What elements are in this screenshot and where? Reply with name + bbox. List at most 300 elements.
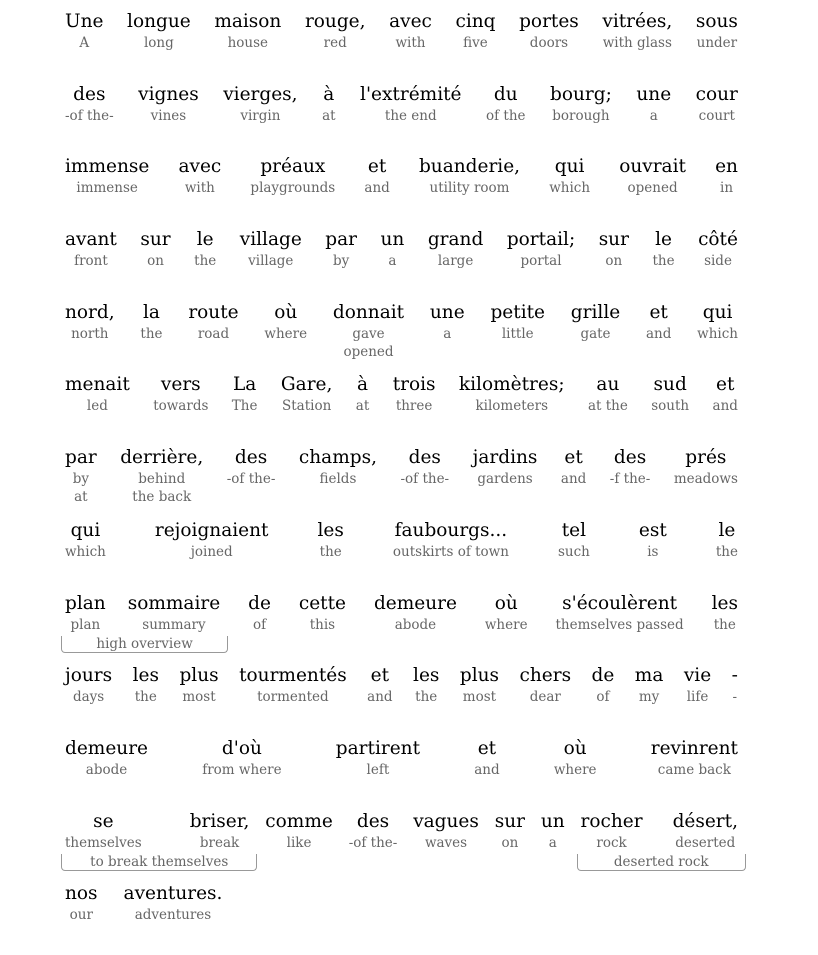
text-line bbox=[65, 519, 738, 592]
phrase-group bbox=[65, 810, 249, 871]
glossed-word bbox=[636, 83, 671, 125]
french-word: des bbox=[73, 83, 106, 105]
english-gloss: large bbox=[437, 253, 474, 270]
english-gloss: on bbox=[605, 253, 623, 270]
glossed-word bbox=[599, 228, 629, 270]
french-word: nord, bbox=[65, 301, 115, 323]
french-word: et bbox=[370, 665, 390, 687]
glossed-word bbox=[127, 10, 191, 52]
english-gloss: adventures bbox=[134, 907, 212, 924]
glossed-word bbox=[696, 10, 738, 52]
english-gloss: such bbox=[557, 543, 590, 560]
glossed-word bbox=[715, 155, 738, 197]
english-gloss: by bbox=[333, 253, 350, 270]
french-word: village bbox=[239, 229, 302, 251]
glossed-word bbox=[712, 592, 738, 634]
french-word: longue bbox=[127, 11, 191, 32]
glossed-word bbox=[239, 664, 347, 706]
glossed-word bbox=[65, 519, 106, 561]
french-word: plan bbox=[65, 592, 106, 614]
glossed-word bbox=[400, 446, 449, 488]
english-gloss: Station bbox=[282, 398, 332, 415]
glossed-word bbox=[299, 446, 377, 488]
french-word: cinq bbox=[455, 11, 496, 32]
english-gloss: towards bbox=[153, 398, 209, 415]
text-line bbox=[65, 446, 738, 519]
french-word: revinrent bbox=[650, 737, 738, 759]
text-line bbox=[65, 83, 738, 156]
french-word: buanderie, bbox=[418, 156, 521, 178]
english-gloss: most bbox=[462, 689, 497, 706]
french-word: grand bbox=[427, 229, 484, 251]
glossed-word bbox=[430, 301, 465, 343]
french-word: et bbox=[716, 374, 735, 396]
glossed-word bbox=[190, 810, 250, 852]
english-gloss: themselves bbox=[65, 834, 142, 851]
glossed-word bbox=[474, 737, 499, 779]
english-gloss: plan bbox=[70, 616, 101, 633]
french-word: s'écoulèrent bbox=[562, 592, 678, 614]
french-word: sur bbox=[598, 229, 629, 251]
french-word: petite bbox=[490, 301, 545, 323]
glossed-word bbox=[428, 228, 483, 270]
text-line bbox=[65, 301, 738, 374]
english-gloss: where bbox=[484, 616, 528, 633]
english-gloss: came back bbox=[657, 761, 731, 778]
french-word: des bbox=[613, 447, 647, 469]
secondary-gloss: opened bbox=[343, 343, 394, 360]
glossed-word bbox=[381, 228, 405, 270]
english-gloss: virgin bbox=[240, 107, 281, 124]
glossed-word bbox=[460, 664, 499, 706]
french-word: et bbox=[367, 156, 387, 178]
french-word: demeure bbox=[373, 592, 457, 614]
english-gloss: The bbox=[231, 398, 258, 415]
glossed-word bbox=[188, 301, 238, 343]
french-word: jardins bbox=[472, 447, 538, 469]
glossed-word bbox=[179, 664, 218, 706]
glossed-word bbox=[610, 446, 651, 488]
text-line bbox=[65, 155, 738, 228]
french-word: donnait bbox=[332, 301, 405, 323]
french-word: demeure bbox=[65, 737, 148, 759]
glossed-word bbox=[374, 592, 457, 634]
french-word: portail; bbox=[506, 229, 576, 251]
french-word: rejoignaient bbox=[154, 519, 269, 541]
english-gloss: the bbox=[194, 253, 217, 270]
french-word: le bbox=[718, 519, 736, 541]
glossed-word bbox=[639, 519, 667, 561]
english-gloss: the bbox=[652, 253, 675, 270]
glossed-word bbox=[646, 301, 671, 343]
english-gloss: with bbox=[395, 35, 426, 51]
french-word: les bbox=[711, 592, 738, 614]
glossed-word bbox=[194, 228, 216, 270]
english-gloss: doors bbox=[529, 35, 569, 51]
english-gloss: at bbox=[355, 398, 370, 415]
french-word: champs, bbox=[298, 447, 377, 469]
glossed-word bbox=[153, 373, 208, 415]
glossed-word bbox=[413, 664, 439, 706]
french-word: est bbox=[638, 519, 667, 541]
english-gloss: utility room bbox=[429, 180, 510, 197]
english-gloss: and bbox=[560, 471, 587, 488]
english-gloss: road bbox=[197, 325, 230, 342]
glossed-word bbox=[561, 446, 586, 488]
glossed-word bbox=[305, 10, 366, 52]
french-word: qui bbox=[702, 301, 733, 323]
glossed-word bbox=[393, 373, 436, 415]
glossed-word bbox=[322, 83, 335, 125]
french-word: faubourgs... bbox=[394, 519, 508, 541]
english-gloss: on bbox=[147, 253, 164, 270]
glossed-word bbox=[393, 519, 509, 561]
english-gloss: where bbox=[264, 325, 308, 342]
french-word: des bbox=[234, 447, 268, 469]
secondary-gloss: at bbox=[74, 489, 88, 506]
english-gloss: joined bbox=[190, 543, 233, 560]
text-line bbox=[65, 810, 738, 883]
english-gloss: gate bbox=[580, 325, 611, 342]
glossed-word bbox=[124, 882, 223, 924]
glossed-word bbox=[232, 373, 258, 415]
french-word: nos bbox=[65, 883, 98, 905]
english-gloss: my bbox=[638, 689, 660, 706]
english-gloss: a bbox=[649, 107, 658, 124]
glossed-word bbox=[360, 83, 461, 125]
phrase-gloss-bracket: to break themselves bbox=[61, 854, 257, 871]
french-word: le bbox=[196, 229, 214, 251]
english-gloss: and bbox=[364, 180, 390, 197]
french-word: grille bbox=[570, 301, 621, 323]
english-gloss: with bbox=[184, 180, 215, 197]
english-gloss: -of the- bbox=[348, 834, 398, 851]
glossed-word bbox=[698, 228, 738, 270]
glossed-word bbox=[592, 664, 615, 706]
english-gloss: our bbox=[69, 907, 93, 924]
english-gloss: and bbox=[367, 689, 393, 706]
phrase-gloss-bracket: high overview bbox=[61, 636, 228, 653]
glossed-word bbox=[619, 155, 686, 197]
english-gloss: by bbox=[72, 471, 89, 488]
english-gloss: A bbox=[79, 35, 90, 51]
english-gloss: from where bbox=[202, 761, 282, 778]
glossed-word bbox=[635, 664, 664, 706]
english-gloss: this bbox=[309, 616, 336, 633]
glossed-word bbox=[519, 10, 579, 52]
french-word: portes bbox=[519, 11, 579, 32]
english-gloss: - bbox=[732, 689, 738, 706]
english-gloss: rock bbox=[596, 834, 627, 851]
english-gloss: which bbox=[549, 180, 591, 197]
glossed-word bbox=[732, 664, 738, 706]
french-word: et bbox=[564, 447, 583, 469]
glossed-word bbox=[65, 592, 106, 634]
french-word: par bbox=[65, 447, 97, 469]
french-word: cette bbox=[298, 592, 346, 614]
glossed-word bbox=[133, 664, 159, 706]
glossed-word bbox=[588, 373, 628, 415]
english-gloss: immense bbox=[76, 180, 138, 197]
french-word: vierges, bbox=[223, 83, 298, 105]
french-word: se bbox=[93, 810, 114, 832]
french-word: immense bbox=[65, 156, 150, 178]
text-line bbox=[65, 373, 738, 446]
english-gloss: left bbox=[366, 761, 390, 778]
french-word: plus bbox=[459, 665, 500, 687]
french-word: menait bbox=[65, 374, 130, 396]
english-gloss: and bbox=[474, 761, 500, 778]
french-word: à bbox=[357, 374, 369, 396]
glossed-word bbox=[673, 810, 738, 852]
glossed-word bbox=[178, 155, 221, 197]
french-word: rouge, bbox=[304, 11, 366, 32]
glossed-word bbox=[495, 810, 525, 852]
english-gloss: at the bbox=[587, 398, 628, 415]
english-gloss: gave bbox=[352, 325, 385, 342]
glossed-word bbox=[652, 228, 674, 270]
french-word: les bbox=[413, 665, 440, 687]
glossed-word bbox=[697, 301, 738, 343]
english-gloss: village bbox=[248, 253, 294, 270]
english-gloss: opened bbox=[627, 180, 678, 197]
french-word: bourg; bbox=[550, 83, 612, 105]
glossed-word bbox=[65, 446, 97, 507]
glossed-word bbox=[202, 737, 281, 779]
english-gloss: dear bbox=[529, 689, 561, 706]
french-word: sur bbox=[140, 229, 171, 251]
english-gloss: life bbox=[686, 689, 709, 706]
english-gloss: the bbox=[713, 616, 736, 633]
glossed-word bbox=[556, 592, 684, 634]
glossed-word bbox=[716, 519, 738, 561]
english-gloss: three bbox=[395, 398, 433, 415]
english-gloss: which bbox=[697, 325, 738, 342]
french-word: un bbox=[380, 229, 405, 251]
french-word: avec bbox=[389, 11, 432, 32]
french-word: par bbox=[325, 229, 357, 251]
glossed-word bbox=[696, 83, 738, 125]
english-gloss: most bbox=[182, 689, 216, 706]
french-word: vers bbox=[160, 374, 201, 396]
english-gloss: the bbox=[415, 689, 438, 706]
glossed-word bbox=[138, 83, 199, 125]
french-word: Gare, bbox=[280, 374, 333, 396]
english-gloss: gardens bbox=[477, 471, 533, 488]
english-gloss: and bbox=[712, 398, 738, 415]
english-gloss: on bbox=[501, 834, 519, 851]
english-gloss: meadows bbox=[673, 471, 738, 488]
text-line bbox=[65, 664, 738, 737]
english-gloss: red bbox=[323, 35, 347, 51]
french-word: une bbox=[429, 301, 465, 323]
french-word: de bbox=[248, 592, 271, 614]
glossed-word bbox=[227, 446, 276, 488]
french-word: maison bbox=[214, 11, 282, 32]
french-word: tourmentés bbox=[239, 665, 347, 687]
english-gloss: with glass bbox=[602, 35, 672, 51]
glossed-word bbox=[473, 446, 538, 488]
glossed-word bbox=[264, 301, 307, 343]
glossed-word bbox=[65, 83, 114, 125]
english-gloss: outskirts of town bbox=[392, 543, 509, 560]
glossed-word bbox=[651, 373, 689, 415]
french-word: partirent bbox=[335, 737, 421, 759]
glossed-word bbox=[333, 301, 404, 362]
french-word: qui bbox=[554, 156, 585, 178]
french-word: route bbox=[188, 301, 239, 323]
english-gloss: in bbox=[720, 180, 734, 197]
french-word: avec bbox=[178, 156, 222, 178]
french-word: d'où bbox=[221, 737, 262, 759]
glossed-word bbox=[240, 228, 302, 270]
french-word: désert, bbox=[672, 810, 738, 832]
text-line bbox=[65, 592, 738, 665]
glossed-word bbox=[65, 155, 149, 197]
secondary-gloss: the back bbox=[132, 489, 192, 506]
french-word: vagues bbox=[413, 810, 479, 832]
glossed-word bbox=[65, 810, 142, 852]
french-word: l'extrémité bbox=[360, 83, 462, 105]
french-word: vignes bbox=[138, 83, 199, 105]
english-gloss: side bbox=[704, 253, 732, 270]
french-word: où bbox=[563, 737, 587, 759]
english-gloss: -f the- bbox=[609, 471, 651, 488]
french-word: les bbox=[132, 665, 159, 687]
english-gloss: a bbox=[548, 834, 557, 851]
english-gloss: of bbox=[596, 689, 610, 706]
glossed-word bbox=[413, 810, 479, 852]
english-gloss: days bbox=[72, 689, 105, 706]
french-word: briser, bbox=[189, 810, 250, 832]
french-word: du bbox=[493, 83, 518, 105]
english-gloss: tormented bbox=[257, 689, 329, 706]
english-gloss: five bbox=[463, 35, 488, 51]
english-gloss: a bbox=[388, 253, 397, 270]
english-gloss: the bbox=[134, 689, 157, 706]
glossed-word bbox=[65, 664, 112, 706]
french-word: La bbox=[232, 374, 257, 396]
glossed-word bbox=[550, 83, 612, 125]
glossed-word bbox=[507, 228, 575, 270]
french-word: préaux bbox=[260, 156, 326, 178]
phrase-words bbox=[65, 592, 220, 634]
glossed-word bbox=[65, 737, 148, 779]
english-gloss: north bbox=[71, 325, 109, 342]
english-gloss: -of the- bbox=[65, 107, 114, 124]
french-word: plus bbox=[179, 665, 219, 687]
french-word: des bbox=[408, 447, 441, 469]
english-gloss: house bbox=[227, 35, 269, 51]
english-gloss: where bbox=[553, 761, 597, 778]
glossed-word bbox=[554, 737, 597, 779]
english-gloss: abode bbox=[85, 761, 128, 778]
glossed-word bbox=[65, 301, 115, 343]
glossed-word bbox=[389, 10, 432, 52]
glossed-word bbox=[65, 10, 103, 52]
glossed-word bbox=[558, 519, 590, 561]
english-gloss: borough bbox=[552, 107, 610, 124]
glossed-word bbox=[248, 592, 271, 634]
english-gloss: abode bbox=[394, 616, 437, 633]
text-line bbox=[65, 737, 738, 810]
english-gloss: at bbox=[322, 107, 336, 124]
french-word: une bbox=[636, 83, 672, 105]
glossed-word bbox=[65, 228, 117, 270]
french-word: la bbox=[143, 301, 160, 323]
french-word: à bbox=[323, 83, 335, 105]
phrase-group bbox=[65, 592, 220, 653]
english-gloss: court bbox=[698, 107, 735, 124]
french-word: qui bbox=[70, 519, 101, 541]
english-gloss: of bbox=[252, 616, 267, 633]
english-gloss: the bbox=[715, 543, 738, 560]
english-gloss: led bbox=[86, 398, 108, 415]
glossed-word bbox=[486, 83, 526, 125]
phrase-words bbox=[581, 810, 738, 852]
french-word: kilomètres; bbox=[458, 374, 565, 396]
glossed-word bbox=[336, 737, 420, 779]
english-gloss: break bbox=[199, 834, 240, 851]
english-gloss: kilometers bbox=[475, 398, 548, 415]
glossed-word bbox=[223, 83, 297, 125]
glossed-word bbox=[349, 810, 398, 852]
glossed-word bbox=[325, 228, 357, 270]
phrase-words bbox=[65, 810, 249, 852]
french-word: chers bbox=[519, 665, 572, 687]
english-gloss: is bbox=[647, 543, 659, 560]
english-gloss: deserted bbox=[675, 834, 736, 851]
glossed-word bbox=[214, 10, 281, 52]
english-gloss: front bbox=[74, 253, 108, 270]
french-word: un bbox=[540, 810, 565, 832]
english-gloss: like bbox=[286, 834, 312, 851]
english-gloss: under bbox=[696, 35, 738, 51]
english-gloss: fields bbox=[319, 471, 357, 488]
glossed-word bbox=[490, 301, 545, 343]
glossed-word bbox=[541, 810, 565, 852]
glossed-word bbox=[299, 592, 346, 634]
english-gloss: the end bbox=[384, 107, 437, 124]
french-word: aventures. bbox=[123, 883, 223, 905]
french-word: sous bbox=[695, 11, 738, 32]
french-word: derrière, bbox=[120, 447, 204, 469]
glossed-word bbox=[520, 664, 572, 706]
glossed-word bbox=[455, 10, 495, 52]
french-word: où bbox=[494, 592, 518, 614]
glossed-word bbox=[65, 373, 130, 415]
french-word: où bbox=[274, 301, 298, 323]
english-gloss: the bbox=[140, 325, 163, 342]
glossed-word bbox=[140, 301, 162, 343]
glossed-word bbox=[459, 373, 565, 415]
french-word: sommaire bbox=[127, 592, 221, 614]
glossed-word bbox=[419, 155, 520, 197]
glossed-word bbox=[485, 592, 528, 634]
french-word: et bbox=[477, 737, 497, 759]
english-gloss: the bbox=[319, 543, 342, 560]
english-gloss: themselves passed bbox=[555, 616, 684, 633]
glossed-word bbox=[250, 155, 335, 197]
glossed-word bbox=[120, 446, 203, 507]
glossed-word bbox=[318, 519, 344, 561]
glossed-word bbox=[581, 810, 643, 852]
english-gloss: south bbox=[651, 398, 690, 415]
english-gloss: long bbox=[143, 35, 174, 51]
glossed-word bbox=[651, 737, 738, 779]
english-gloss: which bbox=[65, 543, 106, 560]
french-word: tel bbox=[561, 519, 587, 541]
